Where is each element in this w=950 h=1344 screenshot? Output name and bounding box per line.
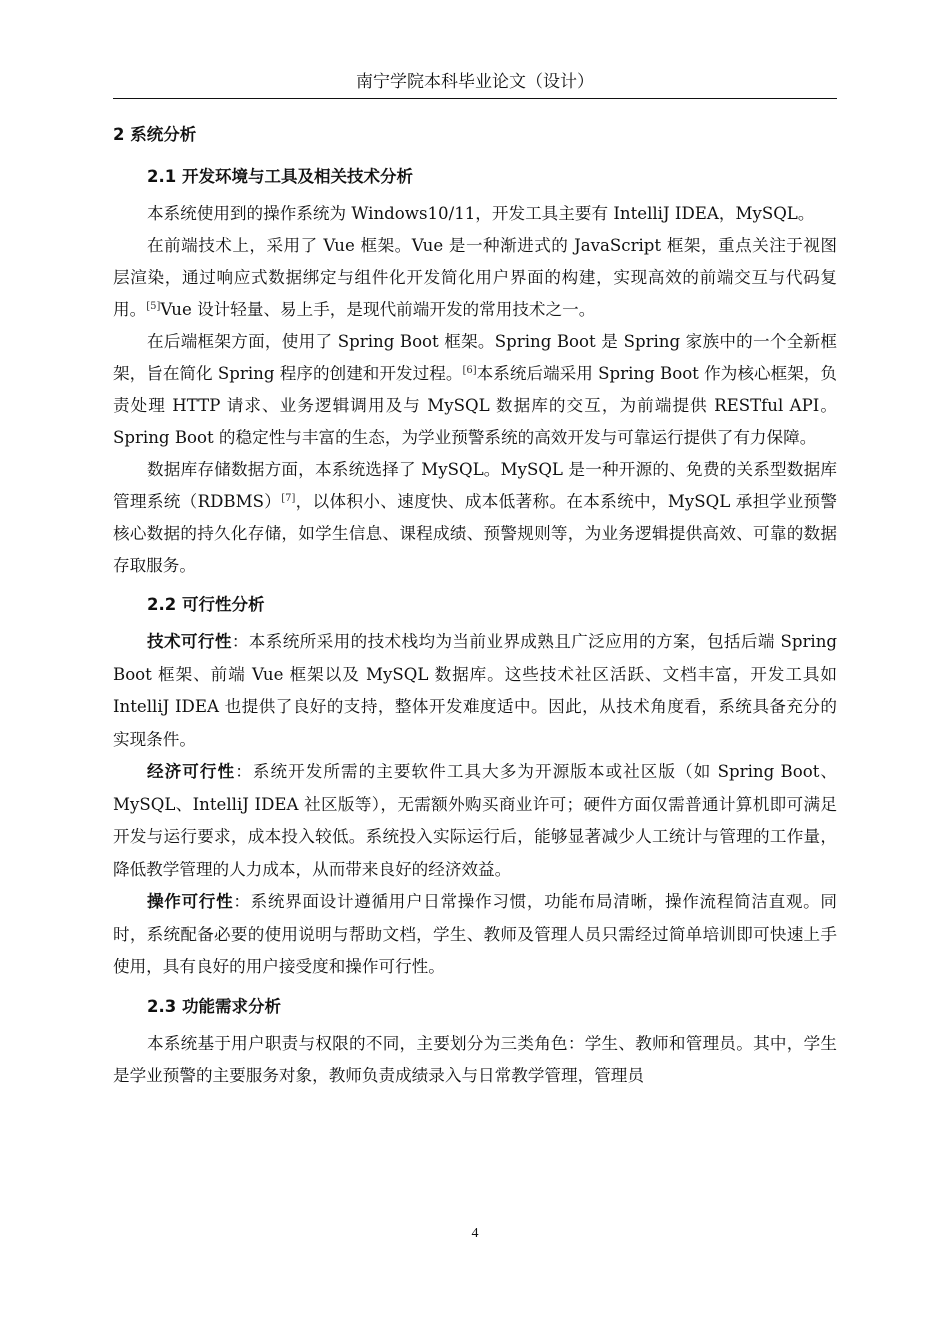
page-content (113, 120, 837, 1092)
paragraph-roles (113, 1028, 837, 1092)
page-number: 4 (471, 1226, 479, 1241)
paragraph-text: 在前端技术上，采用了 Vue 框架。Vue 是一种渐进式的 JavaScript 框架，重点关注于视图层渲染，通过响应式数据绑定与组件化开发简化用户界面的构建，实现高效的前端交互与代码复用。 (113, 236, 837, 319)
section-title-2-1: 2.1 开发环境与工具及相关技术分析 (147, 167, 413, 186)
term-label: 操作可行性 (147, 892, 234, 911)
paragraph-text: ，以体积小、速度快、成本低著称。在本系统中，MySQL 承担学业预警核心数据的持久化存储，如学生信息、课程成绩、预警规则等，为业务逻辑提供高效、可靠的数据存取服务。 (113, 492, 837, 575)
page-header (113, 70, 837, 99)
paragraph-environment (113, 198, 837, 230)
section-title-2-3: 2.3 功能需求分析 (147, 996, 281, 1016)
term-label: 技术可行性 (147, 632, 232, 651)
paragraph-op-feasibility (113, 886, 837, 984)
paragraph-econ-feasibility (113, 756, 837, 886)
term-label: 经济可行性 (147, 762, 236, 781)
paragraph-text: ：系统开发所需的主要软件工具大多为开源版本或社区版（如 Spring Boot、MySQL、IntelliJ IDEA 社区版等），无需额外购买商业许可；硬件方面仅需普通计算机即可满足开发与运行要求，成本投入较低。系统投入实际运行后，能够显著减少人工统计与管理的工作量，降低教学管理的人力成本，从而带来良好的经济效益。 (113, 762, 838, 879)
paragraph-text: ：本系统所采用的技术栈均为当前业界成熟且广泛应用的方案，包括后端 Spring Boot 框架、前端 Vue 框架以及 MySQL 数据库。这些技术社区活跃、文档丰富，开发工具如 IntelliJ IDEA 也提供了良好的支持，整体开发难度适中。因此，从技术角度看，系统具备充分的实现条件。 (113, 632, 838, 749)
citation-ref: [7] (281, 493, 296, 504)
paragraph-text: 本系统基于用户职责与权限的不同，主要划分为三类角色：学生、教师和管理员。其中，学生是学业预警的主要服务对象，教师负责成绩录入与日常教学管理，管理员 (113, 1033, 837, 1085)
section-title-2-2: 2.2 可行性分析 (147, 595, 265, 614)
header-title: 南宁学院本科毕业论文（设计） (356, 72, 594, 92)
paragraph-text: 在后端框架方面，使用了 Spring Boot 框架。Spring Boot 是 Spring 家族中的一个全新框架，旨在简化 Spring 程序的创建和开发过程。 (113, 332, 837, 383)
chapter-title: 2 系统分析 (113, 125, 197, 144)
citation-ref: [5] (146, 301, 161, 312)
paragraph-backend (113, 326, 837, 454)
paragraph-text: Vue 设计轻量、易上手，是现代前端开发的常用技术之一。 (160, 300, 596, 319)
paragraph-text: 数据库存储数据方面，本系统选择了 MySQL。MySQL 是一种开源的、免费的关系型数据库管理系统（RDBMS） (113, 460, 837, 511)
paragraph-tech-feasibility (113, 626, 837, 756)
citation-ref: [6] (462, 365, 477, 376)
paragraph-database (113, 454, 837, 582)
paragraph-text: ：系统界面设计遵循用户日常操作习惯，功能布局清晰，操作流程简洁直观。同时，系统配备必要的使用说明与帮助文档，学生、教师及管理人员只需经过简单培训即可快速上手使用，具有良好的用户接受度和操作可行性。 (113, 892, 838, 976)
paragraph-frontend (113, 230, 837, 326)
paragraph-text: 本系统使用到的操作系统为 Windows10/11，开发工具主要有 IntelliJ IDEA，MySQL。 (147, 204, 815, 223)
paragraph-text: 本系统后端采用 Spring Boot 作为核心框架，负责处理 HTTP 请求、业务逻辑调用及与 MySQL 数据库的交互，为前端提供 RESTful API。Spring Boot 的稳定性与丰富的生态，为学业预警系统的高效开发与可靠运行提供了有力保障。 (113, 364, 837, 447)
